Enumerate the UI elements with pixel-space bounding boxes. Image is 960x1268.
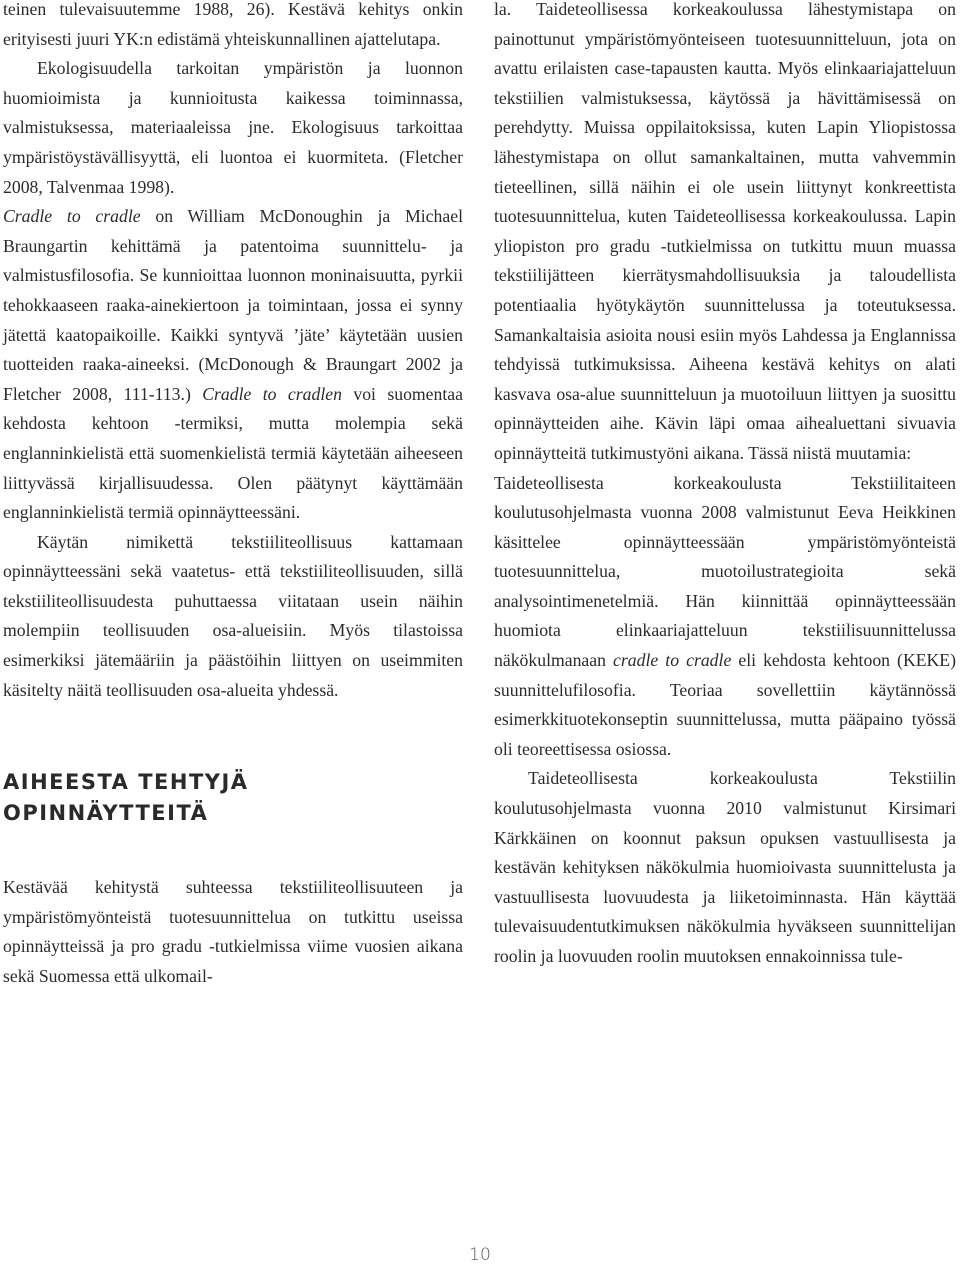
left-column (3, 0, 463, 992)
paragraph (3, 202, 463, 528)
heading-line: AIHEESTA TEHTYJÄ (3, 770, 249, 795)
italic-term: Cradle to cradlen (202, 383, 342, 404)
heading-line: OPINNÄYTTEITÄ (3, 801, 209, 826)
paragraph-text: eli kehdosta kehtoon (KEKE) suunnittelufilosofia. Teoriaa sovellettiin käytännössä esimerkkituotekonseptin suunnittelussa, mutta pääpaino työssä oli teoreettisessa osiossa. (494, 650, 956, 759)
paragraph: teinen tulevaisuutemme 1988, 26). Kestävä kehitys onkin erityisesti juuri YK:n edistämä yhteiskunnallinen ajattelutapa. (3, 0, 463, 49)
paragraph-text: on William McDonoughin ja Michael Braungartin kehittämä ja patentoima suunnittelu- ja valmistusfilosofia. Se kunnioittaa luonnon moninaisuutta, pyrkii tehokkaaseen raaka-ainekiertoon ja toimintaan, jossa ei synny jätettä kaatopaikoille. Kaikki syntyvä ’jäte’ käytetään uusien tuotteiden raaka-aineeksi. (McDonough & Braungart 2002 ja Fletcher 2008, 111-113.) (3, 206, 463, 404)
italic-term: Cradle to cradle (3, 206, 141, 227)
paragraph: Käytän nimikettä tekstiiliteollisuus kattamaan opinnäytteessäni sekä vaatetus- että tekstiiliteollisuuden, sillä tekstiiliteollisuudesta puhuttaessa viitataan usein näihin molempiin teollisuuden osa-alueisiin. Myös tilastoissa esimerkiksi jätemääriin ja päästöihin liittyen on useimmiten käsitelty näitä teollisuuden osa-alueita yhdessä. (3, 531, 463, 700)
right-column (494, 0, 956, 972)
paragraph: Taideteollisesta korkeakoulusta Tekstiilin koulutusohjelmasta vuonna 2010 valmistunut Kirsimari Kärkkäinen on koonnut paksun opuksen vastuullisesta ja kestävän kehityksen näkökulmia huomioivasta suunnittelusta ja vastuullisesta luovuudesta ja liiketoiminnasta. Hän käyttää tulevaisuudentutkimuksen näkökulmia hyväkseen suunnittelijan roolin ja luovuuden roolin muutoksen ennakoinnissa tule- (494, 768, 956, 966)
paragraph-text: Taideteollisesta korkeakoulusta Tekstiilitaiteen koulutusohjelmasta vuonna 2008 valmistunut Eeva Heikkinen käsittelee opinnäytteessään ympäristömyönteistä tuotesuunnittelua, muotoilustrategioita sekä analysointimenetelmiä. Hän kiinnittää opinnäytteessään huomiota elinkaariajatteluun tekstiilisuunnittelussa näkökulmanaan (494, 472, 956, 671)
paragraph (494, 469, 956, 765)
paragraph: Ekologisuudella tarkoitan ympäristön ja luonnon huomioimista ja kunnioitusta kaikessa toiminnassa, valmistuksessa, materiaaleissa jne. Ekologisuus tarkoittaa ympäristöystävällisyyttä, eli luontoa ei kuormiteta. (Fletcher 2008, Talvenmaa 1998). (3, 58, 463, 197)
paragraph-text: voi suomentaa kehdosta kehtoon -termiksi, mutta molempia sekä englanninkielistä että suomenkielistä termiä käytetään aiheeseen liittyvässä kirjallisuudessa. Olen päätynyt käyttämään englanninkielistä termiä opinnäytteessäni. (3, 383, 463, 523)
italic-term: cradle to cradle (613, 650, 732, 671)
paragraph: Kestävää kehitystä suhteessa tekstiiliteollisuuteen ja ympäristömyönteistä tuotesuunnittelua on tutkittu useissa opinnäytteissä ja pro gradu -tutkielmissa viime vuosien aikana sekä Suomessa että ulkomail- (3, 877, 463, 987)
section-heading (3, 767, 463, 829)
paragraph: la. Taideteollisessa korkeakoulussa lähestymistapa on painottunut ympäristömyönteiseen tuotesuunnitteluun, jota on avattu erilaisten case-tapausten kautta. Myös elinkaariajatteluun tekstiilien valmistuksessa, käytössä ja hävittämisessä on perehdytty. Muissa oppilaitoksissa, kuten Lapin Yliopistossa lähestymistapa on ollut samankaltainen, mutta vahvemmin tieteellinen, sillä näihin ei ole usein liittynyt konkreettista tuotesuunnittelua, kuten Taideteollisessa korkeakoulussa. Lapin yliopiston pro gradu -tutkielmissa on tutkittu muun muassa tekstiilijätteen kierrätysmahdollisuuksia ja taloudellista potentiaalia hyötykäytön suunnittelussa ja toteutuksessa. Samankaltaisia asioita nousi esiin myös Lahdessa ja Englannissa tehdyissä tutkimuksissa. Aiheena kestävä kehitys on alati kasvava osa-alue suunnitteluun ja muotoiluun liittyen ja suosittu opinnäytteiden aihe. Kävin läpi omaa aihealuettani sivuavia opinnäytteitä tutkimustyöni aikana. Tässä niistä muutamia: (494, 0, 956, 463)
page-number: 10 (469, 1245, 491, 1265)
